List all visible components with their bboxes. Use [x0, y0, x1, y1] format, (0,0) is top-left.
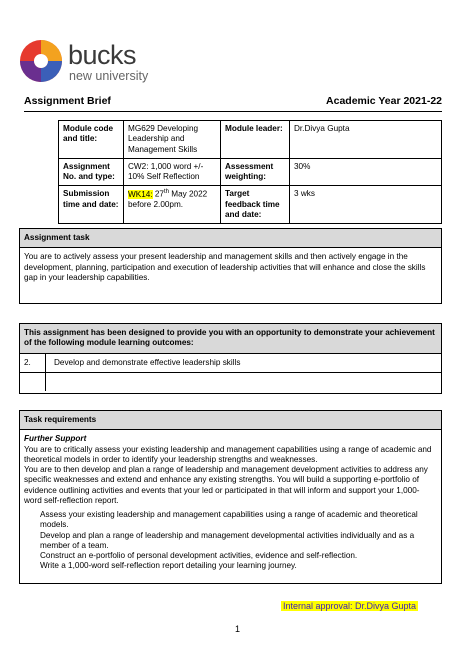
module-leader-value: Dr.Divya Gupta: [290, 121, 442, 159]
module-code-value: MG629 Developing Leadership and Management Skills: [124, 121, 221, 159]
assignment-label: Assignment No. and type:: [59, 158, 124, 186]
learning-outcomes-header: This assignment has been designed to provide you with an opportunity to demonstrate your achievement of the following module learning outcomes:: [20, 324, 441, 354]
assignment-task-header: Assignment task: [20, 229, 441, 248]
logo-subtitle: new university: [69, 69, 149, 83]
feedback-label: Target feedback time and date:: [221, 186, 290, 224]
requirement-item: Construct an e-portfolio of personal development activities, evidence and self-reflection.: [40, 551, 358, 560]
submission-day: 27: [154, 189, 164, 199]
submission-rest: May 2022 before 2.00pm.: [128, 189, 208, 210]
outcome-row: [20, 354, 441, 373]
brief-title: Assignment Brief: [24, 95, 111, 107]
module-info-table: [58, 120, 442, 224]
requirements-paragraph: You are to then develop and plan a range of leadership and management development activities to address any specific weaknesses and extend and enhance any existing strengths. You will build a supporting e-portfolio of evidence outlining activities and events that your led or participated in that will inform and support your 1,000-word self-reflection report.: [24, 465, 428, 505]
university-logo: [18, 38, 158, 88]
assignment-task-box: [19, 228, 442, 304]
task-requirements-header: Task requirements: [20, 411, 441, 430]
requirements-paragraph: You are to critically assess your existing leadership and management capabilities using a range of academic and theoretical models in order to identify your leadership strengths and weaknesses.: [24, 444, 432, 464]
learning-outcomes-box: [19, 323, 442, 394]
logo-name: bucks: [68, 40, 137, 70]
submission-value: [124, 186, 221, 224]
academic-year: Academic Year 2021-22: [326, 95, 442, 107]
requirement-item: Assess your existing leadership and management capabilities using a range of academic and theoretical models.: [40, 510, 418, 530]
outcome-row: [20, 373, 441, 391]
brief-header: [24, 95, 442, 112]
requirements-list: [24, 510, 437, 572]
further-support-heading: Further Support: [24, 434, 87, 444]
submission-label: Submission time and date:: [59, 186, 124, 224]
feedback-value: 3 wks: [290, 186, 442, 224]
page-number: 1: [235, 624, 241, 634]
requirement-item: Develop and plan a range of leadership and management developmental activities individually and as a member of a team.: [40, 530, 415, 550]
outcome-number: [20, 373, 46, 391]
internal-approval: Internal approval: Dr.Divya Gupta: [283, 601, 417, 611]
assignment-value: CW2: 1,000 word +/- 10% Self Reflection: [124, 158, 221, 186]
module-leader-label: Module leader:: [221, 121, 290, 159]
weighting-value: 30%: [290, 158, 442, 186]
logo-swirl-icon: [18, 38, 64, 84]
task-requirements-body: [20, 430, 441, 575]
requirement-item: Write a 1,000-word self-reflection report detailing your learning journey.: [40, 561, 297, 571]
assignment-task-body: You are to actively assess your present leadership and management skills and then actively engage in the development, planning, participation and execution of leadership activities that will enhance and close the skills gap in your leadership capabilities.: [24, 252, 426, 282]
module-code-label: Module code and title:: [59, 121, 124, 159]
submission-week: WK14:: [128, 189, 153, 199]
task-requirements-box: [19, 410, 442, 584]
submission-day-suffix: th: [163, 189, 169, 196]
outcome-text: Develop and demonstrate effective leadership skills: [54, 357, 241, 367]
weighting-label: Assessment weighting:: [221, 158, 290, 186]
outcome-number: 2.: [20, 354, 46, 372]
